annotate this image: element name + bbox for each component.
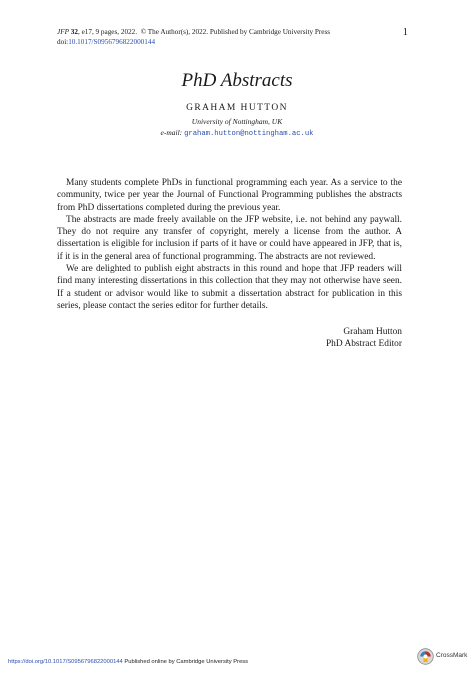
article-body: [57, 177, 402, 312]
author-affiliation: University of Nottingham, UK: [191, 117, 283, 126]
paragraph-intro: Many students complete PhDs in functional programming each year. As a service to the community, twice per year the Journal of Functional Programming publishes the abstracts from PhD dissertations completed during the previous year.: [57, 178, 402, 213]
footer-doi-link[interactable]: https://doi.org/10.1017/S0956796822000144: [8, 659, 123, 665]
citation-details: , e17, 9 pages, 2022.: [77, 28, 138, 36]
email-label: e-mail:: [160, 128, 183, 137]
crossmark-icon: [417, 648, 434, 665]
signature-role: PhD Abstract Editor: [325, 339, 402, 350]
paragraph-invitation: We are delighted to publish eight abstracts in this round and hope that JFP readers will find many interesting dissertations in this collection that they may not otherwise have seen. If a student or advisor would like to submit a dissertation abstract for publication in this series, please contact the series editor for further details.: [57, 264, 402, 311]
doi-line: [57, 37, 407, 47]
doi-link[interactable]: 10.1017/S0956796822000144: [68, 38, 156, 46]
crossmark-badge[interactable]: [417, 648, 467, 666]
crossmark-label: CrossMark: [436, 652, 468, 659]
journal-header: [57, 27, 407, 47]
paragraph-availability: The abstracts are made freely available on the JFP website, i.e. not behind any paywall. They do not require any transfer of copyright, merely a license from the author. A dissertation is eligible for inclusion if parts of it have or could have appeared in JFP, that is, if it is in the general area of functional programming. The abstracts are not reviewed.: [57, 214, 402, 262]
citation-line: [57, 27, 407, 37]
page-footer: [8, 659, 248, 665]
page-number: 1: [402, 27, 408, 38]
footer-published-text: Published online by Cambridge University Press: [122, 659, 249, 665]
copyright-icon: ©: [140, 28, 147, 36]
doi-prefix: doi:: [57, 38, 69, 46]
signature-name: Graham Hutton: [343, 327, 402, 337]
article-title: PhD Abstracts: [181, 70, 293, 91]
email-line: [0, 128, 474, 138]
journal-name: JFP: [57, 28, 69, 36]
email-link[interactable]: graham.hutton@nottingham.ac.uk: [184, 130, 314, 138]
journal-volume: 32: [70, 28, 78, 36]
author-name: GRAHAM HUTTON: [186, 103, 288, 113]
signature-block: [326, 326, 402, 351]
copyright-text: The Author(s), 2022. Published by Cambridge University Press: [146, 28, 331, 36]
